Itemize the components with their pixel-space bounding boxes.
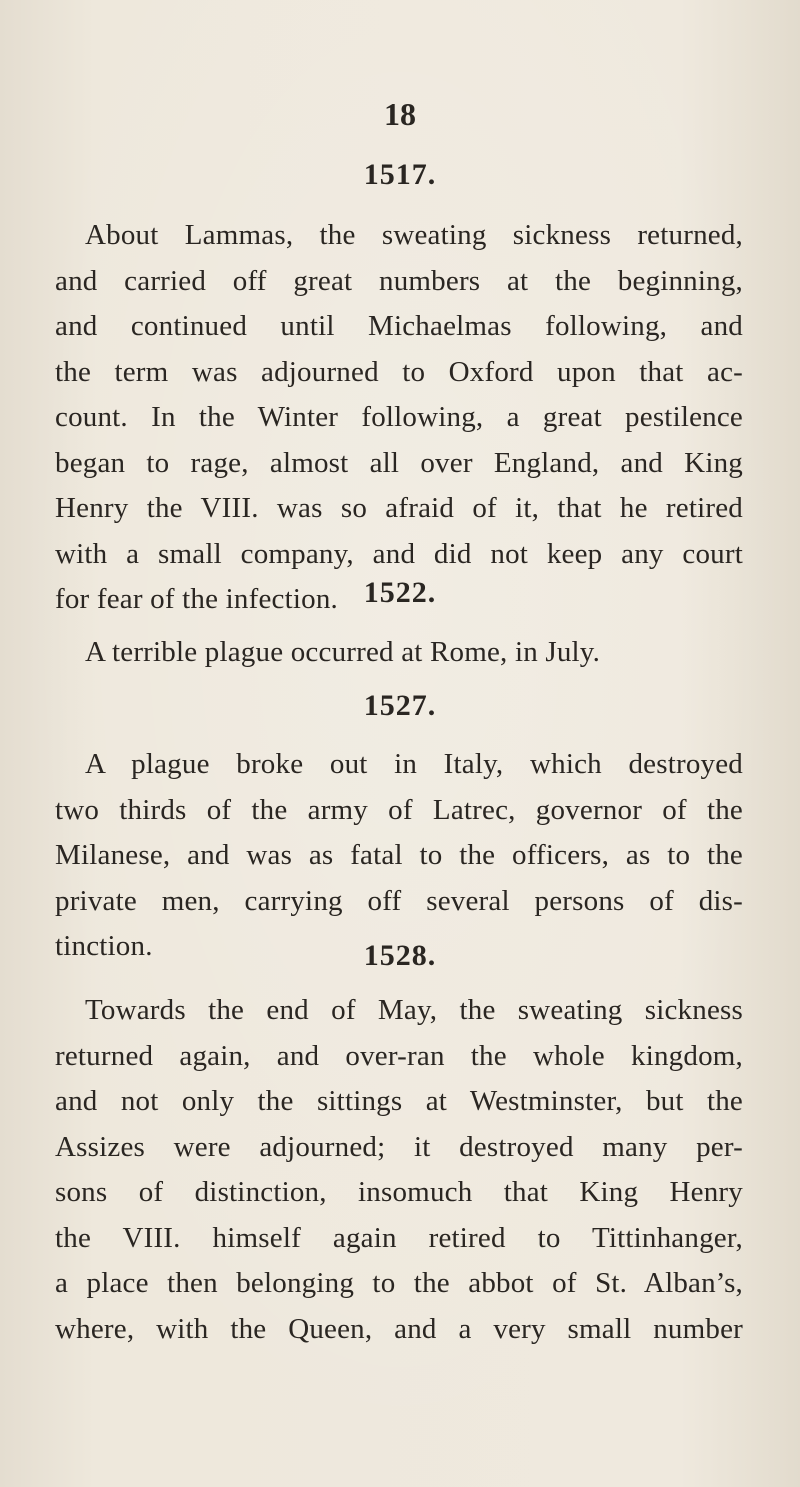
year-heading-1527: 1527. <box>363 689 437 722</box>
paragraph-1528 <box>55 988 743 1352</box>
text-line: two thirds of the army of Latrec, governor of the <box>55 793 743 826</box>
year-heading-1522: 1522. <box>363 576 437 609</box>
year-heading-1528: 1528. <box>363 939 437 972</box>
text-line: began to rage, almost all over England, and King <box>55 446 743 479</box>
text-line: sons of distinction, insomuch that King Henry <box>55 1176 743 1208</box>
text-line: for fear of the infection. <box>55 583 338 615</box>
text-line: the VIII. himself again retired to Tittinhanger, <box>55 1221 743 1254</box>
text-line: and not only the sittings at Westminster, but the <box>55 1085 743 1117</box>
text-line: returned again, and over-ran the whole kingdom, <box>55 1039 743 1072</box>
text-line: private men, carrying off several persons of dis- <box>55 884 743 917</box>
text-line: and continued until Michaelmas following, and <box>55 310 743 342</box>
paragraph-1527 <box>55 742 743 970</box>
text-line: About Lammas, the sweating sickness returned, <box>85 219 743 251</box>
text-line: a place then belonging to the abbot of St. Alban’s, <box>55 1267 743 1299</box>
text-line: the term was adjourned to Oxford upon that ac- <box>55 355 743 388</box>
text-line: and carried off great numbers at the beginning, <box>55 264 743 297</box>
page-number: 18 <box>384 96 416 132</box>
text-line: A plague broke out in Italy, which destroyed <box>85 748 743 780</box>
text-line: Henry the VIII. was so afraid of it, that he retired <box>55 492 743 524</box>
paragraph-1517 <box>55 213 743 623</box>
text-line: Towards the end of May, the sweating sickness <box>85 994 743 1026</box>
text-line: A terrible plague occurred at Rome, in July. <box>85 636 601 668</box>
text-line: with a small company, and did not keep any court <box>55 537 743 570</box>
text-line: Assizes were adjourned; it destroyed many per- <box>55 1130 743 1163</box>
text-line: where, with the Queen, and a very small number <box>55 1312 743 1345</box>
text-line: tinction. <box>55 930 153 962</box>
text-line: count. In the Winter following, a great pestilence <box>55 401 743 433</box>
paragraph-1522 <box>55 630 743 676</box>
year-heading-1517: 1517. <box>363 158 437 191</box>
text-line: Milanese, and was as fatal to the officers, as to the <box>55 839 743 871</box>
